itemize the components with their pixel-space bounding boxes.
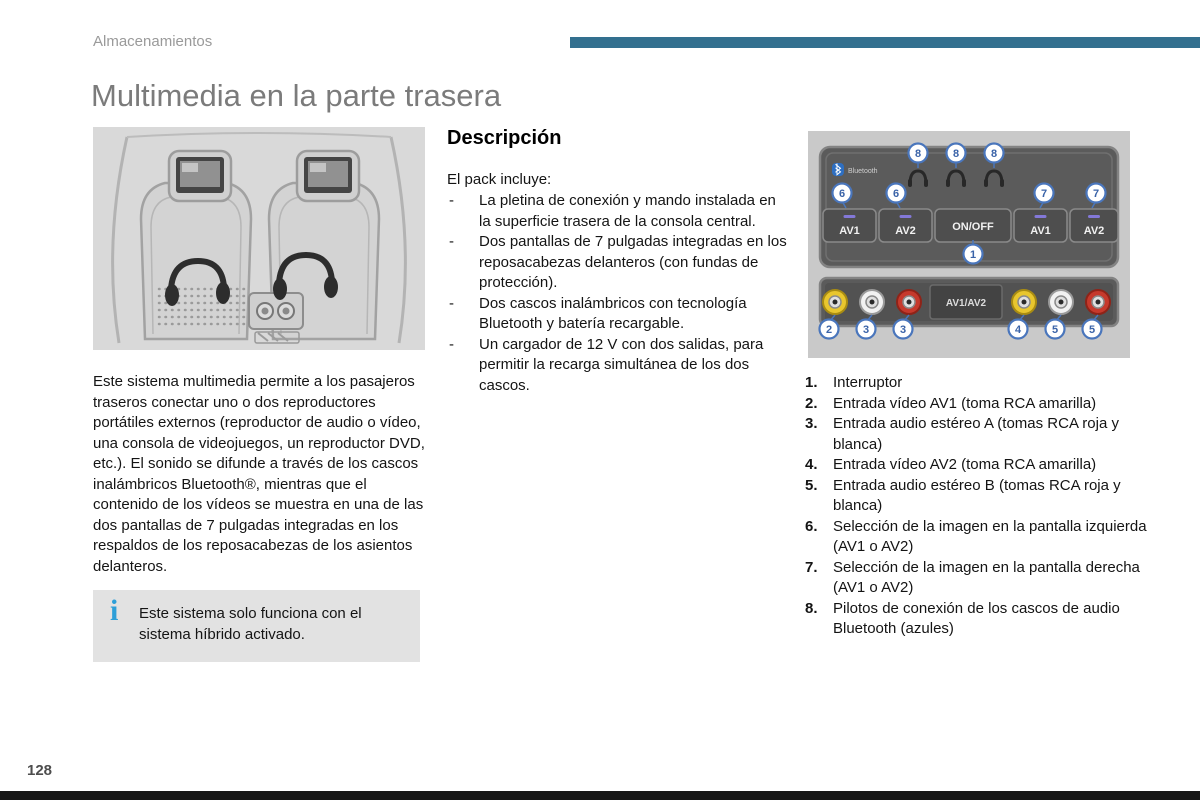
list-item-text: La pletina de conexión y mando instalada en la superficie trasera de la consola central. (479, 192, 776, 230)
legend-number: 2. (805, 394, 818, 412)
list-item-text: Dos cascos inalámbricos con tecnología Bluetooth y batería recargable. (479, 294, 747, 332)
list-item-text: Un cargador de 12 V con dos salidas, para permitir la recarga simultánea de los dos cascos. (479, 335, 764, 394)
legend-number: 1. (805, 374, 818, 391)
list-item (447, 294, 787, 335)
bullet-dash: - (449, 335, 454, 353)
legend-item (805, 373, 1147, 394)
legend-number: 4. (805, 456, 818, 473)
svg-text:3: 3 (899, 324, 907, 336)
rca-av2-video-jack (1012, 290, 1036, 314)
rca-audio-b-red-jack (1086, 290, 1110, 314)
button-av2-left (879, 209, 932, 242)
svg-text:8: 8 (952, 148, 960, 160)
svg-text:7: 7 (1040, 188, 1048, 200)
button-on-off (935, 209, 1011, 242)
svg-text:ON/OFF: ON/OFF (952, 221, 994, 233)
legend-number: 7. (805, 558, 818, 576)
seats-illustration (93, 127, 425, 350)
svg-text:2: 2 (825, 324, 833, 336)
svg-text:1: 1 (969, 249, 977, 261)
legend-number: 6. (805, 517, 818, 535)
note-text: Este sistema solo funciona con el sistema híbrido activado. (139, 605, 362, 643)
list-item (447, 335, 787, 397)
led-indicator (1035, 215, 1047, 218)
svg-text:8: 8 (914, 148, 922, 160)
bullet-dash: - (449, 294, 454, 312)
intro-paragraph: Este sistema multimedia permite a los pasajeros traseros conectar uno o dos reproductores portátiles externos (reproductor de audio o vídeo, una consola de videojuegos, un reproductor DVD, etc.). El sonido se difunde a través de los cascos inalámbricos Bluetooth®, mientras que el contenido de los vídeos se muestra en una de las dos pantallas de 7 pulgadas integradas en los respaldos de los reposacabezas de los asientos delanteros. (93, 373, 425, 575)
led-indicator (900, 215, 912, 218)
legend-item (805, 476, 1147, 517)
footer-bar (0, 791, 1200, 800)
legend-text: Selección de la imagen en la pantalla derecha (AV1 o AV2) (833, 558, 1140, 596)
seats-drawing (93, 127, 425, 350)
button-av1-right (1014, 209, 1067, 242)
rca-av1-video-jack (823, 290, 847, 314)
svg-text:AV1: AV1 (1030, 225, 1051, 237)
bullet-dash: - (449, 192, 454, 209)
legend-text: Entrada audio estéreo A (tomas RCA roja y blanca) (833, 415, 1119, 453)
led-indicator (1088, 215, 1100, 218)
svg-text:6: 6 (838, 188, 846, 200)
svg-text:7: 7 (1092, 188, 1100, 200)
description-heading: Descripción (447, 127, 562, 149)
list-item-text: Dos pantallas de 7 pulgadas integradas en los reposacabezas delanteros (con fundas de protección). (479, 233, 787, 291)
svg-text:AV2: AV2 (895, 225, 916, 237)
svg-text:3: 3 (862, 324, 870, 336)
section-header: Almacenamientos (93, 33, 213, 50)
svg-text:5: 5 (1051, 324, 1059, 336)
svg-text:5: 5 (1088, 324, 1096, 336)
legend-item (805, 414, 1147, 455)
svg-text:6: 6 (892, 188, 900, 200)
legend-number: 8. (805, 599, 818, 617)
legend-text: Pilotos de conexión de los cascos de audio Bluetooth (azules) (833, 599, 1120, 637)
pack-intro: El pack incluye: (447, 171, 552, 188)
list-item (447, 191, 787, 232)
rca-audio-a-white-jack (860, 290, 884, 314)
note-box (93, 590, 420, 662)
panel-drawing (808, 131, 1130, 358)
legend-number: 3. (805, 415, 818, 432)
rca-center-plate (930, 285, 1002, 319)
button-av1-left (823, 209, 876, 242)
page-title: Multimedia en la parte trasera (91, 78, 502, 113)
legend-item (805, 558, 1147, 599)
legend-number: 5. (805, 476, 818, 494)
svg-text:8: 8 (990, 148, 998, 160)
legend-text: Selección de la imagen en la pantalla izquierda (AV1 o AV2) (833, 517, 1147, 555)
legend-item (805, 599, 1147, 640)
bluetooth-label: Bluetooth (848, 168, 878, 175)
page-number: 128 (27, 762, 53, 779)
bullet-dash: - (449, 233, 454, 250)
svg-text:AV2: AV2 (1083, 225, 1105, 237)
legend-text: Entrada vídeo AV2 (toma RCA amarilla) (833, 456, 1097, 473)
legend-text: Entrada vídeo AV1 (toma RCA amarilla) (833, 394, 1097, 412)
legend-item (805, 394, 1147, 415)
list-item (447, 232, 787, 294)
legend-item (805, 455, 1147, 476)
rca-audio-b-white-jack (1049, 290, 1073, 314)
legend-list (805, 373, 1147, 640)
info-icon: i (110, 594, 119, 627)
header-rule (570, 37, 1200, 48)
bluetooth-icon (832, 163, 844, 176)
svg-text:AV1: AV1 (839, 225, 860, 237)
button-av2-right (1070, 209, 1118, 242)
pack-list (447, 191, 787, 396)
legend-item (805, 517, 1147, 558)
legend-text: Entrada audio estéreo B (tomas RCA roja y blanca) (833, 476, 1121, 514)
led-indicator (844, 215, 856, 218)
rca-audio-a-red-jack (897, 290, 921, 314)
svg-text:4: 4 (1014, 324, 1022, 336)
control-panel-illustration (808, 131, 1130, 358)
legend-text: Interruptor (833, 374, 903, 391)
svg-text:AV1/AV2: AV1/AV2 (945, 298, 987, 309)
